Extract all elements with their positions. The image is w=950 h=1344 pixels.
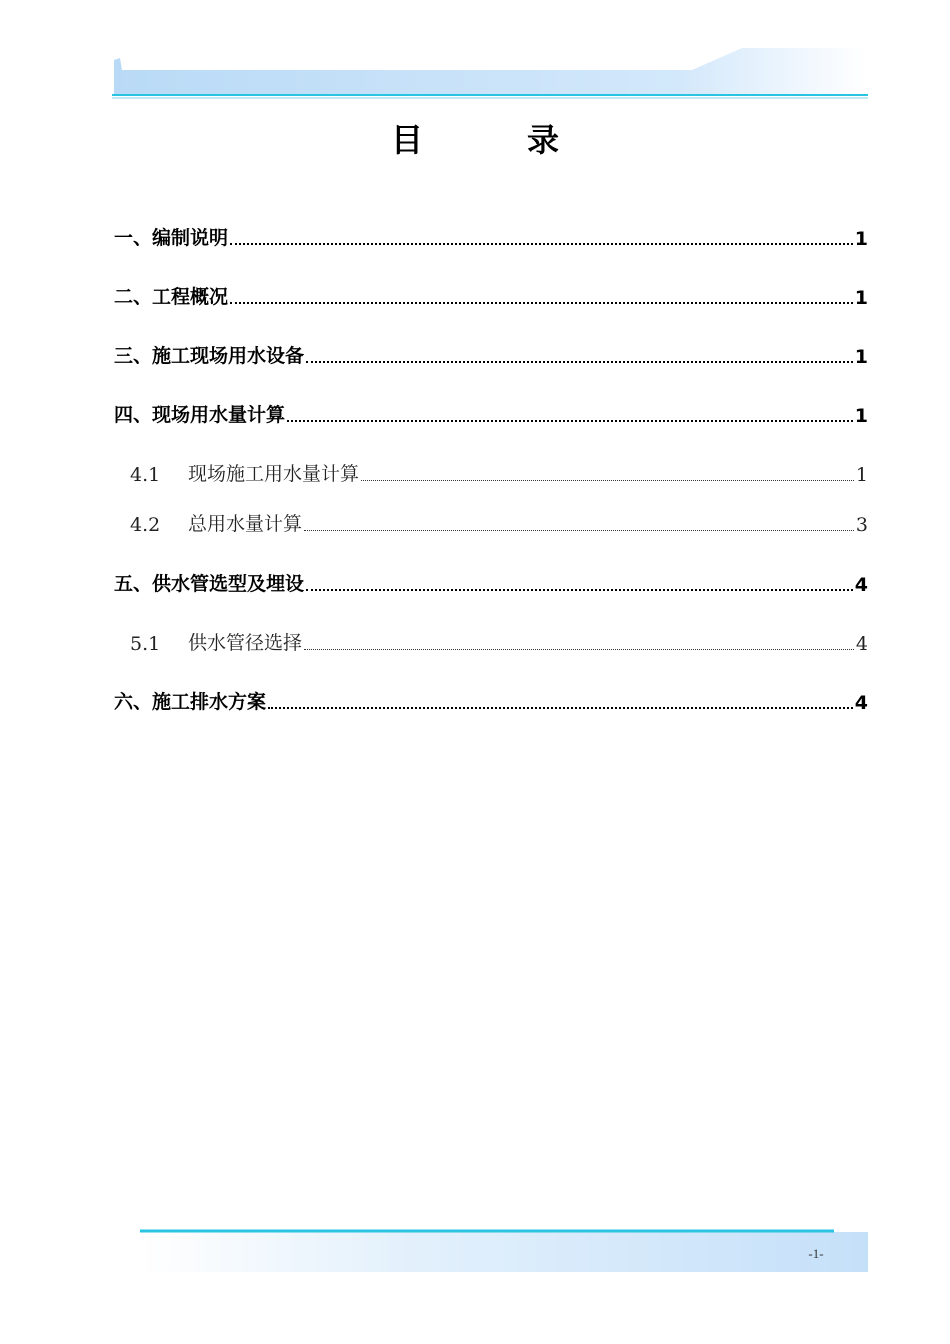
toc-entry-number: 5.1: [130, 633, 161, 655]
toc-entry[interactable]: [114, 338, 868, 368]
toc-entry-page: 4: [854, 692, 868, 714]
toc-dot-leader: [230, 302, 853, 304]
toc-dot-leader: [304, 530, 854, 531]
toc-title: 目 录: [390, 121, 595, 159]
toc-entry-page: 1: [854, 405, 868, 427]
toc-entry-page: 1: [854, 228, 868, 250]
toc-entry-page: 1: [854, 287, 868, 309]
toc-entry[interactable]: [114, 220, 868, 250]
toc-entry[interactable]: [114, 684, 868, 714]
toc-dot-leader: [304, 649, 854, 650]
toc-dot-leader: [287, 420, 853, 422]
toc-dot-leader: [230, 243, 853, 245]
toc-entry-number: 4.2: [130, 514, 161, 536]
toc-entry[interactable]: [114, 279, 868, 309]
toc-entry-page: 3: [855, 514, 868, 536]
toc-entry-text: 一、编制说明: [114, 227, 229, 249]
toc-entry-text: 五、供水管选型及埋设: [114, 573, 305, 595]
toc-entry-text: 供水管径选择: [188, 632, 303, 654]
toc-entry-page: 4: [854, 574, 868, 596]
toc-entry-text: 现场施工用水量计算: [188, 463, 360, 485]
toc-entry-text: 三、施工现场用水设备: [114, 345, 305, 367]
toc-entry-number: 4.1: [130, 464, 161, 486]
toc-entry-page: 4: [855, 633, 868, 655]
toc-entry[interactable]: [114, 625, 868, 655]
page-number: -1-: [808, 1246, 824, 1261]
toc-dot-leader: [306, 361, 853, 363]
toc-entry[interactable]: [114, 397, 868, 427]
toc-entry-page: 1: [855, 464, 868, 486]
toc-entry-text: 二、工程概况: [114, 286, 229, 308]
toc-dot-leader: [306, 589, 853, 591]
toc-entry[interactable]: [114, 456, 868, 486]
toc-dot-leader: [361, 480, 854, 481]
toc-entry[interactable]: [114, 506, 868, 536]
footer-decoration: [140, 1226, 868, 1272]
toc-entry-text: 总用水量计算: [188, 513, 303, 535]
toc-dot-leader: [268, 707, 853, 709]
toc-entry-text: 六、施工排水方案: [114, 691, 267, 713]
toc-entry[interactable]: [114, 566, 868, 596]
header-decoration: [112, 44, 868, 100]
toc-entry-page: 1: [854, 346, 868, 368]
toc-entry-text: 四、现场用水量计算: [114, 404, 286, 426]
